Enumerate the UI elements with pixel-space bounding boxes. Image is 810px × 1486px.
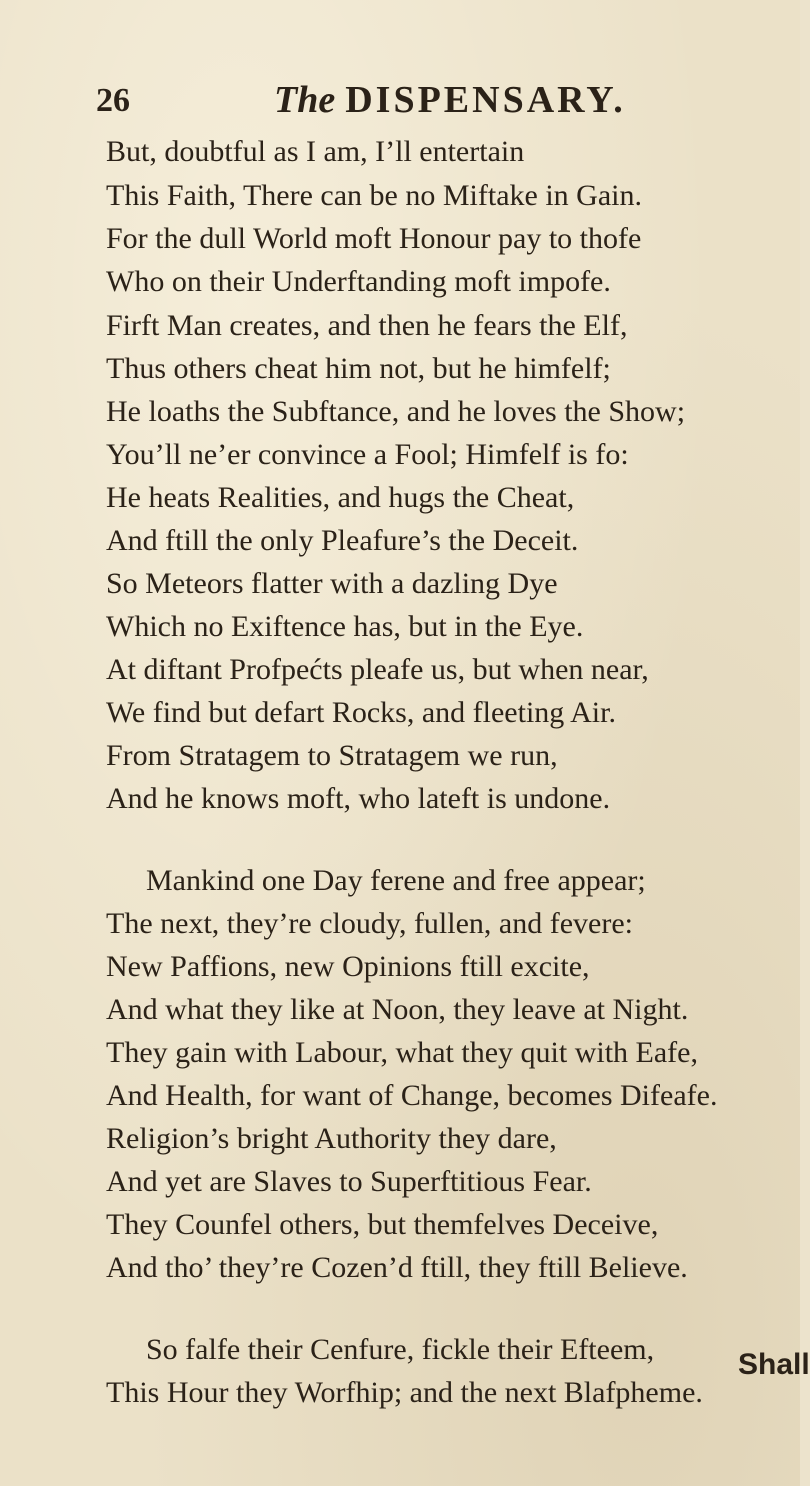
running-title [274, 78, 626, 122]
catchword: Shall [738, 1348, 810, 1381]
poem-line: Who on their Underftanding moft impofe. [106, 265, 611, 298]
poem-line: For the dull World moft Honour pay to thofe [106, 222, 642, 255]
poem-line: This Faith, There can be no Miftake in Gain. [106, 179, 642, 212]
poem-line: We find but defart Rocks, and fleeting Air. [106, 696, 616, 729]
running-title-main: DISPENSARY. [345, 79, 626, 121]
poem-line: He heats Realities, and hugs the Cheat, [106, 481, 575, 514]
page-number: 26 [96, 82, 130, 119]
poem-line: This Hour they Worfhip; and the next Blafpheme. [106, 1376, 703, 1409]
poem-line: Which no Exiftence has, but in the Eye. [106, 610, 584, 643]
poem-line: They Counfel others, but themfelves Deceive, [106, 1208, 659, 1241]
poem-line: They gain with Labour, what they quit with Eafe, [106, 1036, 698, 1069]
running-title-the: The [274, 79, 336, 121]
poem-line: Thus others cheat him not, but he himfelf; [106, 352, 611, 385]
poem-line: And he knows moft, who lateft is undone. [106, 782, 611, 815]
poem-line: So Meteors flatter with a dazling Dye [106, 567, 558, 600]
poem-line: But, doubtful as I am, I’ll entertain [106, 135, 525, 168]
poem-line: And yet are Slaves to Superftitious Fear. [106, 1165, 592, 1198]
poem-line: So falfe their Cenfure, fickle their Efteem, [146, 1333, 655, 1366]
poem-line: Mankind one Day ferene and free appear; [146, 864, 646, 897]
poem-line: Religion’s bright Authority they dare, [106, 1122, 557, 1155]
page-header [96, 78, 736, 128]
poem-line: He loaths the Subftance, and he loves the Show; [106, 395, 686, 428]
poem-line: You’ll ne’er convince a Fool; Himfelf is fo: [106, 438, 629, 471]
poem-line: And ftill the only Pleafure’s the Deceit. [106, 524, 579, 557]
poem-line: Firft Man creates, and then he fears the Elf, [106, 309, 628, 342]
poem-line: And what they like at Noon, they leave at Night. [106, 993, 689, 1026]
poem-line: At diftant Profpećts pleafe us, but when near, [106, 653, 649, 686]
poem-line: New Paffions, new Opinions ftill excite, [106, 950, 590, 983]
poem-line: From Stratagem to Stratagem we run, [106, 739, 558, 772]
poem-line: And tho’ they’re Cozen’d ftill, they ftill Believe. [106, 1251, 688, 1284]
poem-line: And Health, for want of Change, becomes Difeafe. [106, 1079, 718, 1112]
poem-line: The next, they’re cloudy, fullen, and fevere: [106, 907, 633, 940]
